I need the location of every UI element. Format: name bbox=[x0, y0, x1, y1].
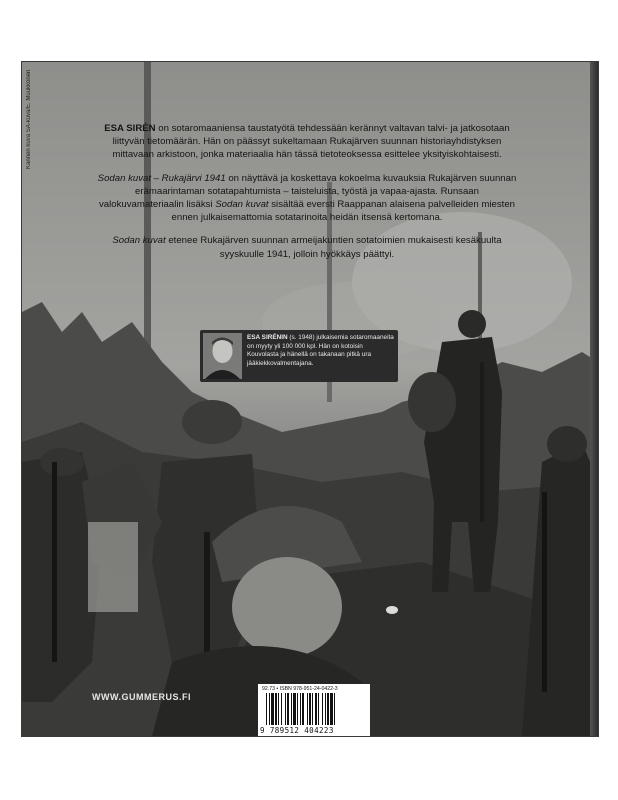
book-title-short: Sodan kuvat bbox=[112, 235, 166, 247]
book-title-short: Sodan kuvat bbox=[215, 199, 269, 211]
author-bio bbox=[247, 334, 395, 368]
author-name: ESA SIRÉN bbox=[104, 123, 156, 134]
blurb-paragraph-3 bbox=[92, 234, 522, 260]
blurb-text: etenee Rukajärven suunnan armeijakuntien sotatoimien mukaisesti kesäkuulta syyskuulle 1941, jolloin hyökkäys päättyi. bbox=[165, 235, 502, 260]
spine-edge bbox=[590, 62, 598, 736]
blurb-paragraph-2 bbox=[92, 172, 522, 225]
author-bio-box bbox=[200, 330, 398, 382]
blurb-paragraph-1 bbox=[92, 122, 522, 162]
photo-credit: Kannen kuva SA-kuva/E. Muukkonen bbox=[26, 70, 32, 170]
barcode-label bbox=[258, 684, 370, 736]
blurb-text: sisältää eversti Raappanan alaisena palvelleiden miesten ennen julkaisemattomia sotatarinoita heidän itsensä kertomana. bbox=[171, 199, 515, 224]
author-bio-text: (s. 1948) julkaisemia sotaromaaneita on myyty yli 100 000 kpl. Hän on kotoisin Kouvolasta ja hänellä on takanaan pitkä ura jääkiekkovalmentajana. bbox=[247, 334, 394, 367]
publisher-website: WWW.GUMMERUS.FI bbox=[92, 692, 191, 702]
book-back-cover bbox=[22, 62, 598, 736]
author-portrait bbox=[203, 333, 242, 379]
barcode-number: 9 789512 404223 bbox=[260, 726, 334, 735]
blurb-text: on näyttävä ja koskettava kokoelma kuvauksia Rukajärven suunnan erämaarintaman sotatapahtumista – taisteluista, työstä ja vapaa-ajasta. Runsaan valokuvamateriaalin lisäksi bbox=[99, 172, 517, 211]
book-title: Sodan kuvat – Rukajärvi 1941 bbox=[97, 172, 226, 184]
author-bio-name: ESA SIRÉNIN bbox=[247, 334, 288, 341]
blurb-text: on sotaromaaniensa taustatyötä tehdessään kerännyt valtavan talvi- ja jatkosotaan liittyvän tietomäärän. Hän on päässyt sukeltamaan Rukajärven suunnan historiayhdistyksen mittavaan arkistoon, jonka materiaalia hän tässä tietoteoksessa esittelee yksityiskohtaisesti. bbox=[112, 123, 510, 161]
back-cover-blurb bbox=[92, 122, 522, 271]
barcode-icon bbox=[266, 693, 362, 725]
isbn-text: 92.73 • ISBN 978-951-24-0422-3 bbox=[262, 686, 338, 692]
